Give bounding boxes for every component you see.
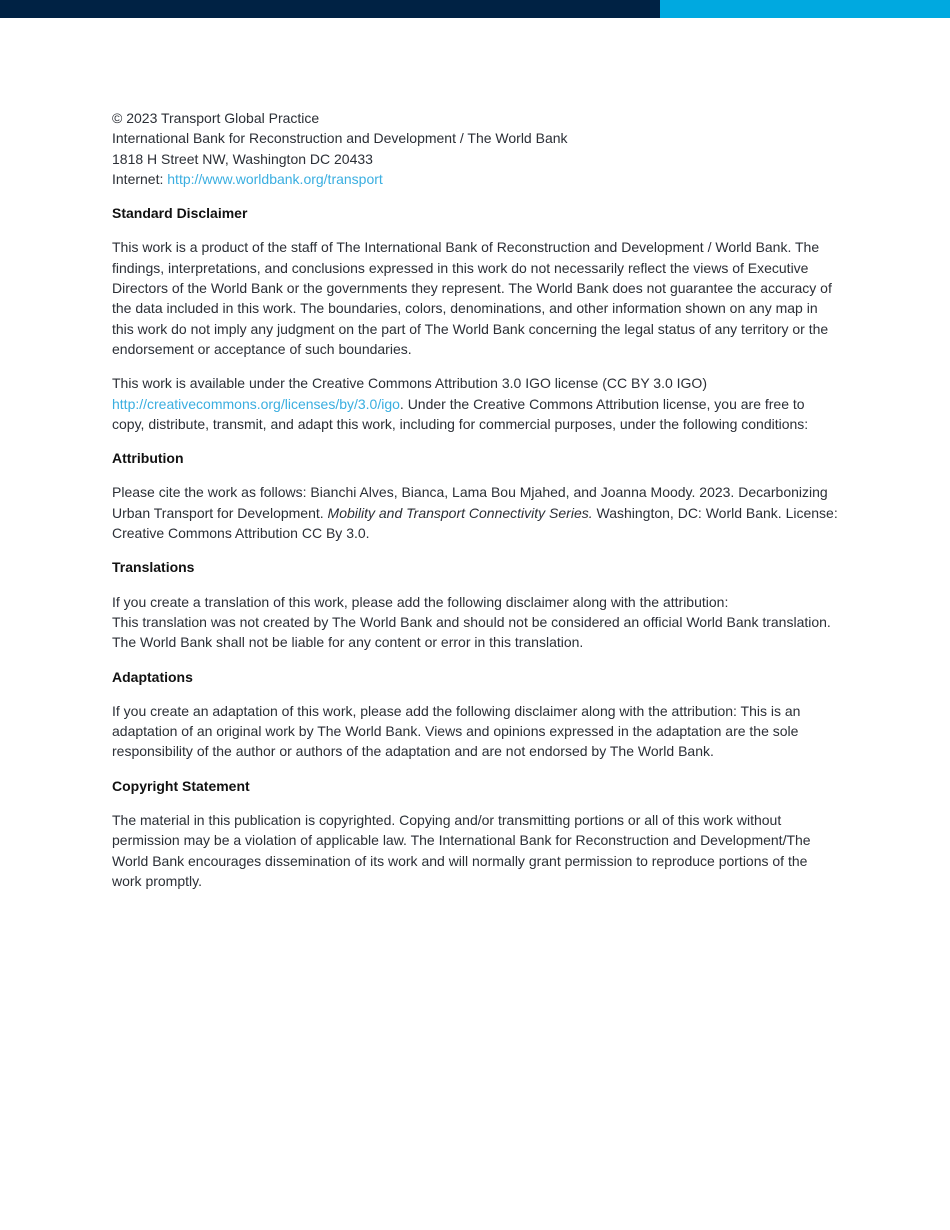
street-address-line: 1818 H Street NW, Washington DC 20433	[112, 150, 373, 167]
adaptations-heading: Adaptations	[112, 668, 193, 685]
attribution-text	[112, 482, 840, 543]
translations-heading: Translations	[112, 559, 195, 576]
standard-disclaimer-text: This work is a product of the staff of The International Bank of Reconstruction and Development / World Bank. The findings, interpretations, and conclusions expressed in this work do not necessarily reflect the views of Executive Directors of the World Bank or the governments they represent. The World Bank does not guarantee the accuracy of the data included in this work. The boundaries, colors, denominations, and other information shown on any map in this work do not imply any judgment on the part of The World Bank concerning the legal status of any territory or the endorsement or acceptance of such boundaries.	[112, 239, 832, 357]
header-bar-light-segment	[660, 0, 950, 18]
attribution-heading: Attribution	[112, 450, 184, 467]
translations-disclaimer: This translation was not created by The World Bank and should not be considered an official World Bank translation. The World Bank shall not be liable for any content or error in this translation.	[112, 613, 831, 651]
license-rest-text: . Under the Creative Commons Attribution license, you are free to copy, distribute, transmit, and adapt this work, including for commercial purposes, under the following conditions:	[112, 395, 809, 432]
header-color-bar	[0, 0, 950, 18]
copyright-line: © 2023 Transport Global Practice	[112, 110, 320, 126]
license-paragraph	[112, 373, 840, 434]
attribution-series-title: Mobility and Transport Connectivity Series.	[327, 504, 593, 521]
internet-line	[112, 169, 840, 189]
organization-line: International Bank for Reconstruction and Development / The World Bank	[112, 130, 568, 147]
worldbank-transport-link[interactable]: http://www.worldbank.org/transport	[167, 170, 383, 187]
translations-text	[112, 592, 840, 653]
attribution-citation-end: Washington, DC: World Bank. License: Creative Commons Attribution CC By 3.0.	[112, 504, 838, 542]
attribution-citation-start: Please cite the work as follows: Bianchi Alves, Bianca, Lama Bou Mjahed, and Joanna Moody. 2023. Decarbonizing Urban Transport for Development.	[112, 484, 828, 521]
address-block	[112, 108, 840, 189]
standard-disclaimer-heading: Standard Disclaimer	[112, 205, 248, 222]
license-intro-text: This work is available under the Creative Commons Attribution 3.0 IGO license (CC BY 3.0 IGO)	[112, 375, 707, 392]
document-body	[112, 108, 840, 905]
creative-commons-license-link[interactable]: http://creativecommons.org/licenses/by/3.0/igo	[112, 395, 400, 412]
copyright-statement-text: The material in this publication is copyrighted. Copying and/or transmitting portions or all of this work without permission may be a violation of applicable law. The International Bank for Reconstruction and Development/The World Bank encourages dissemination of its work and will normally grant permission to reproduce portions of the work promptly.	[112, 812, 811, 889]
translations-intro: If you create a translation of this work, please add the following disclaimer along with the attribution:	[112, 593, 729, 610]
adaptations-text: If you create an adaptation of this work, please add the following disclaimer along with the attribution: This is an adaptation of an original work by The World Bank. Views and opinions expressed in the adaptation are the sole responsibility of the author or authors of the adaptation and are not endorsed by The World Bank.	[112, 702, 801, 760]
internet-label: Internet:	[112, 170, 168, 187]
header-bar-dark-segment	[0, 0, 660, 18]
copyright-statement-heading: Copyright Statement	[112, 777, 250, 794]
